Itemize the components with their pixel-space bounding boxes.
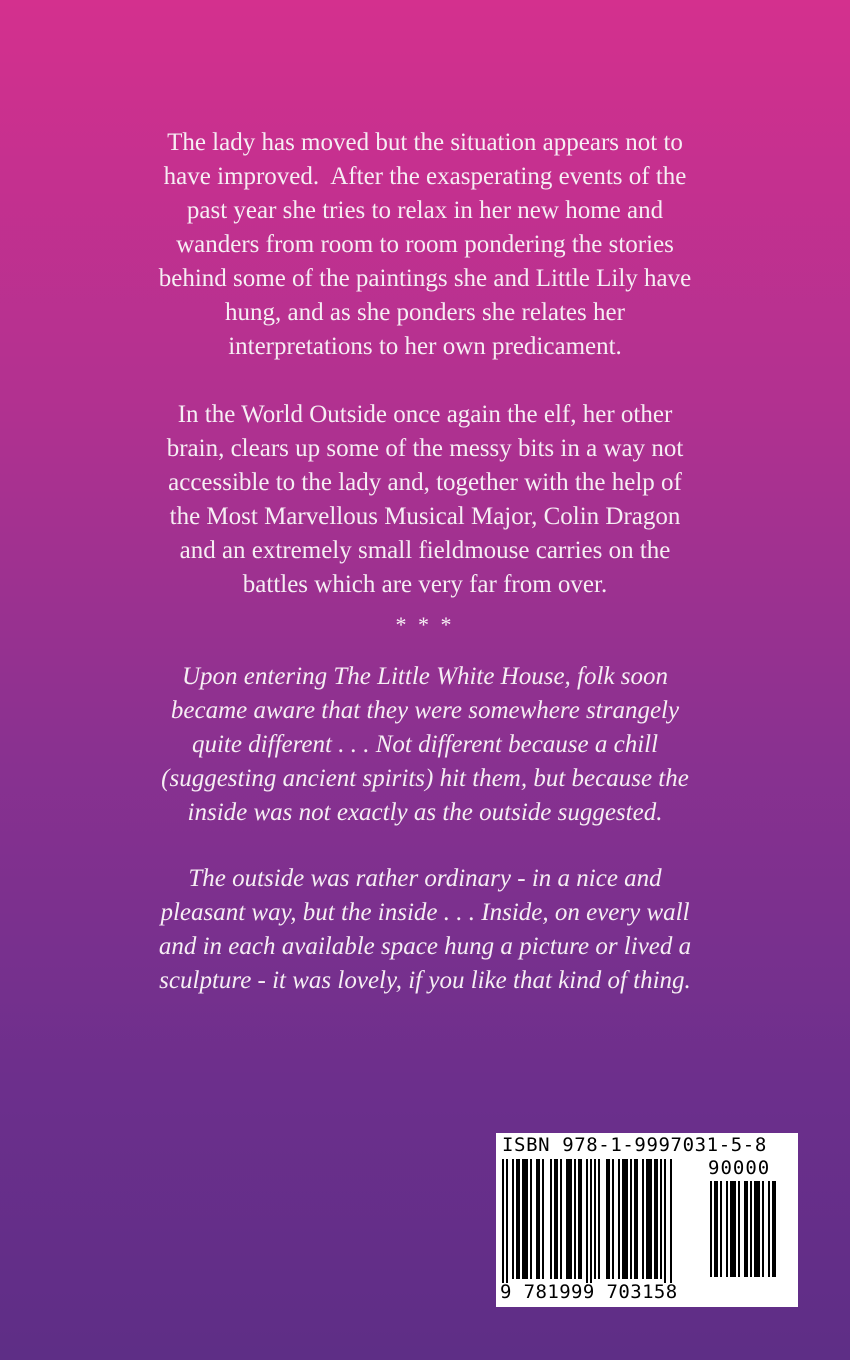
section-separator: * * * [395, 612, 455, 637]
excerpt-line: became aware that they were somewhere strangely [170, 697, 680, 724]
blurb-line: The lady has moved but the situation appears not to [167, 129, 683, 156]
ean-digits: 9 781999 703158 [500, 1281, 678, 1303]
price-addon-bars [710, 1181, 786, 1301]
blurb-paragraph-2 [60, 398, 790, 602]
isbn-barcode [496, 1133, 798, 1307]
blurb-line: wanders from room to room pondering the stories [176, 231, 674, 258]
blurb-paragraph-1 [60, 126, 790, 364]
excerpt-paragraph-2 [60, 862, 790, 998]
blurb-line: and an extremely small fieldmouse carries on the [179, 537, 671, 564]
excerpt-line: The outside was rather ordinary - in a nice and [188, 865, 662, 892]
blurb-line: have improved. After the exasperating events of the [163, 163, 687, 190]
excerpt-line: and in each available space hung a picture or lived a [158, 933, 692, 960]
excerpt-line: quite different . . . Not different because a chill [191, 731, 659, 758]
ean13-bars [502, 1159, 702, 1283]
blurb-line: accessible to the lady and, together with the help of [168, 469, 682, 496]
excerpt-line: sculpture - it was lovely, if you like that kind of thing. [159, 967, 691, 994]
blurb-line: hung, and as she ponders she relates her [225, 299, 625, 326]
excerpt-line: Upon entering The Little White House, folk soon [181, 663, 669, 690]
excerpt-paragraph-1 [60, 660, 790, 830]
blurb-line: In the World Outside once again the elf, her other [177, 401, 673, 428]
blurb-line: interpretations to her own predicament. [228, 333, 622, 360]
blurb-line: battles which are very far from over. [242, 571, 608, 598]
price-addon-digits: 90000 [708, 1157, 771, 1179]
blurb-line: the Most Marvellous Musical Major, Colin Dragon [169, 503, 681, 530]
blurb-line: behind some of the paintings she and Little Lily have [158, 265, 692, 292]
excerpt-line: inside was not exactly as the outside suggested. [187, 799, 663, 826]
excerpt-line: (suggesting ancient spirits) hit them, but because the [161, 765, 689, 792]
isbn-label: ISBN 978-1-9997031-5-8 [502, 1134, 767, 1156]
blurb-line: brain, clears up some of the messy bits in a way not [166, 435, 684, 462]
excerpt-line: pleasant way, but the inside . . . Inside, on every wall [160, 899, 690, 926]
blurb-line: past year she tries to relax in her new home and [186, 197, 664, 224]
